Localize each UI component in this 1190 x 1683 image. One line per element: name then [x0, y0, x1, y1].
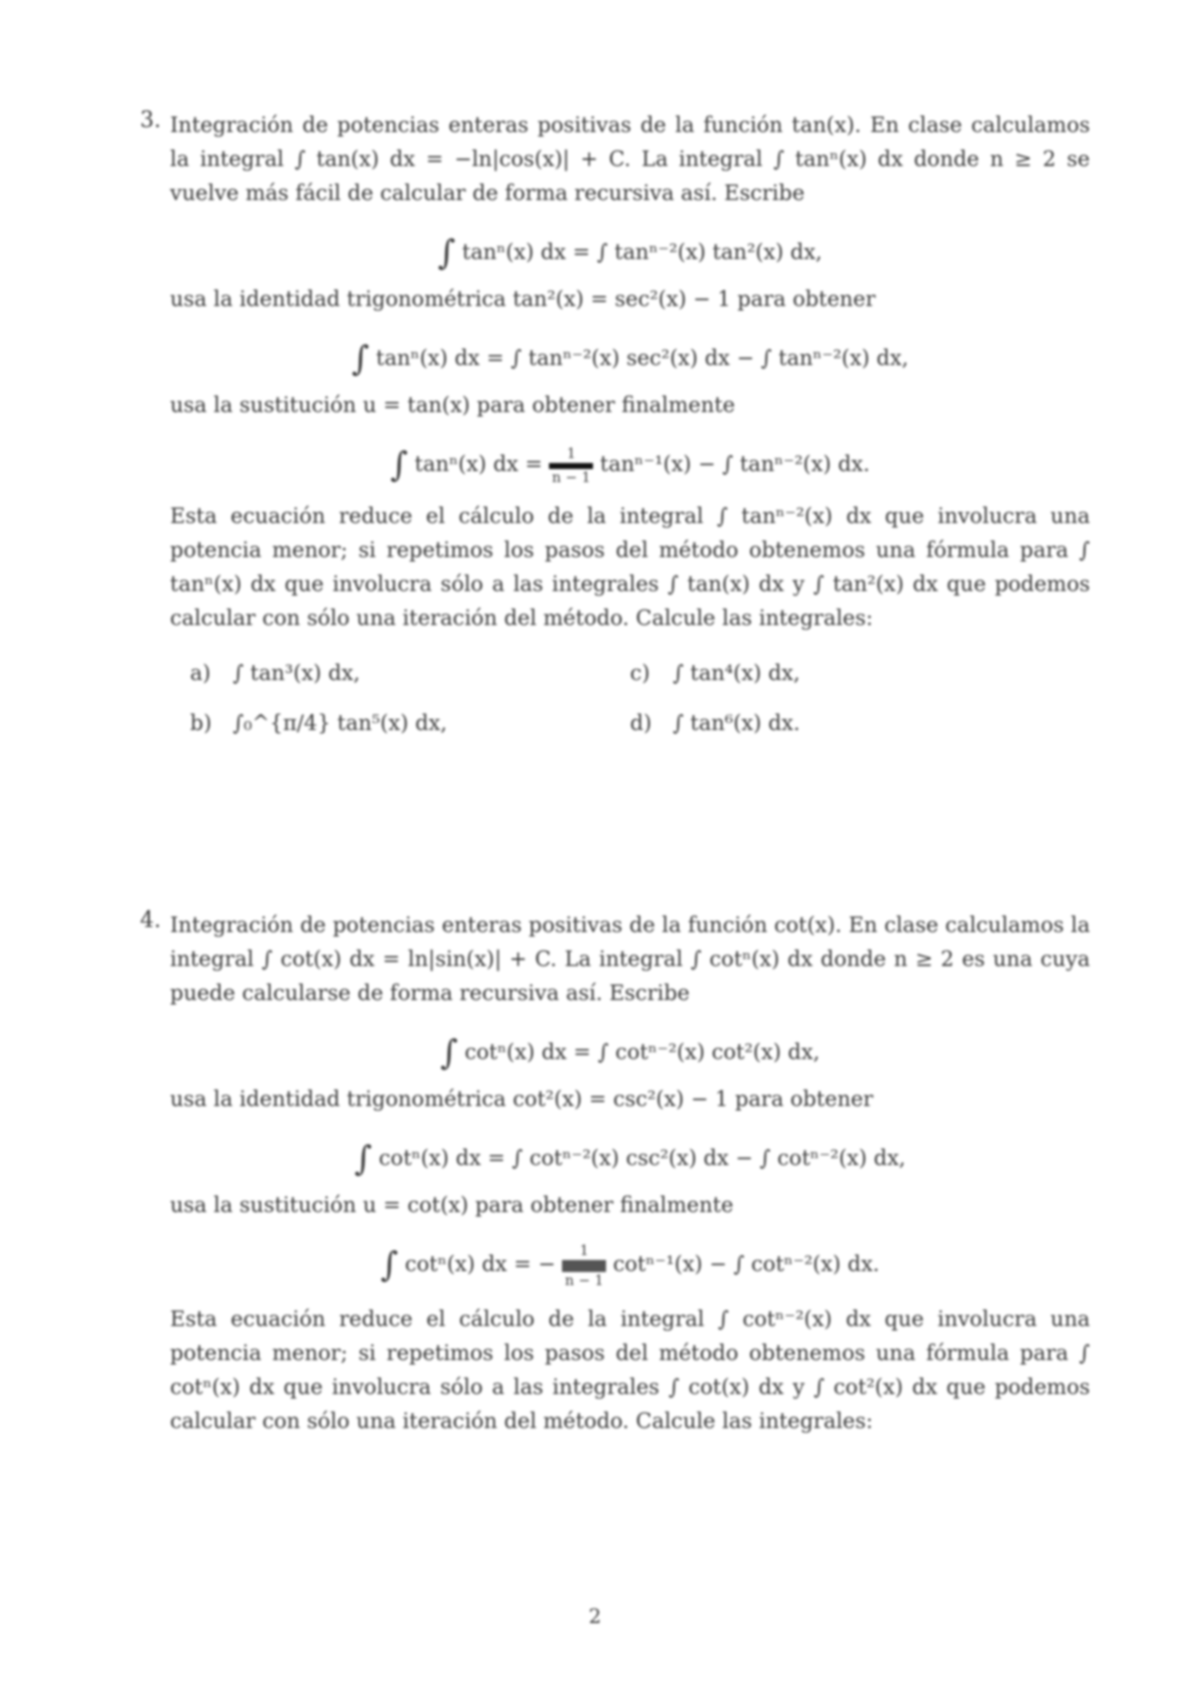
step-text: usa la identidad trigonométrica cot²(x) = csc²(x) − 1 para obtener: [170, 1087, 874, 1111]
problem-closing: Esta ecuación reduce el cálculo de la integral ∫ cotⁿ⁻²(x) dx que involucra una potencia menor; si repetimos los pasos del método obtenemos una fórmula para ∫ cotⁿ(x) dx que involucra sólo a las integrales ∫ cot(x) dx y ∫ cot²(x) dx que podemos calcular con sólo una iteración del método. Calcule las integrales:: [170, 1306, 1090, 1433]
integral-sign: ∫: [380, 1245, 399, 1285]
exercise-list: [190, 661, 1090, 735]
equation-3: ∫ tanⁿ(x) dx = 1 n − 1 tanⁿ⁻¹(x) − ∫ tanⁿ⁻²(x) dx.: [390, 445, 870, 486]
problem-4: [140, 908, 1090, 1438]
fraction: 1 n − 1: [549, 447, 593, 485]
step-text: usa la sustitución u = tan(x) para obtener finalmente: [170, 393, 736, 417]
problem-intro: Integración de potencias enteras positivas de la función tan(x). En clase calculamos la integral ∫ tan(x) dx = −ln|cos(x)| + C. La integral ∫ tanⁿ(x) dx donde n ≥ 2 se vuelve más fácil de calcular de forma recursiva así. Escribe: [170, 113, 1090, 205]
step-text: usa la sustitución u = cot(x) para obtener finalmente: [170, 1193, 734, 1217]
page-number: 2: [588, 1604, 602, 1628]
exercise-item: a) ∫ tan³(x) dx,: [190, 660, 361, 685]
integral-sign: ∫: [354, 1139, 373, 1179]
equation-3: ∫ cotⁿ(x) dx = − 1 n − 1 cotⁿ⁻¹(x) − ∫ cotⁿ⁻²(x) dx.: [380, 1242, 880, 1289]
problem-closing: Esta ecuación reduce el cálculo de la integral ∫ tanⁿ⁻²(x) dx que involucra una potencia menor; si repetimos los pasos del método obtenemos una fórmula para ∫ tanⁿ(x) dx que involucra sólo a las integrales ∫ tan(x) dx y ∫ tan²(x) dx que podemos calcular con sólo una iteración del método. Calcule las integrales:: [170, 503, 1090, 630]
equation-2: ∫ tanⁿ(x) dx = ∫ tanⁿ⁻²(x) sec²(x) dx − ∫ tanⁿ⁻²(x) dx,: [351, 339, 909, 379]
exercise-item: c) ∫ tan⁴(x) dx,: [630, 660, 801, 685]
equation-2: ∫ cotⁿ(x) dx = ∫ cotⁿ⁻²(x) csc²(x) dx − ∫ cotⁿ⁻²(x) dx,: [354, 1139, 906, 1179]
exercise-item: d) ∫ tan⁶(x) dx.: [630, 710, 801, 735]
integral-sign: ∫: [437, 233, 456, 273]
fraction: 1 n − 1: [562, 1244, 606, 1288]
fraction-bar-highlight: [562, 1260, 606, 1272]
exercise-item: b) ∫₀^{π/4} tan⁵(x) dx,: [190, 710, 448, 735]
problem-3: [140, 108, 1090, 735]
equation-1: ∫ cotⁿ(x) dx = ∫ cotⁿ⁻²(x) cot²(x) dx,: [440, 1033, 820, 1073]
integral-sign: ∫: [440, 1033, 458, 1073]
problem-number: 3.: [140, 108, 161, 133]
step-text: usa la identidad trigonométrica tan²(x) = sec²(x) − 1 para obtener: [170, 287, 876, 311]
integral-sign: ∫: [390, 445, 408, 485]
equation-1: ∫ tanⁿ(x) dx = ∫ tanⁿ⁻²(x) tan²(x) dx,: [437, 233, 823, 273]
problem-number: 4.: [140, 908, 161, 933]
fraction-bar-highlight: [549, 463, 593, 469]
integral-sign: ∫: [351, 339, 370, 379]
problem-intro: Integración de potencias enteras positivas de la función cot(x). En clase calculamos la integral ∫ cot(x) dx = ln|sin(x)| + C. La integral ∫ cotⁿ(x) dx donde n ≥ 2 es una cuya puede calcularse de forma recursiva así. Escribe: [170, 913, 1090, 1005]
